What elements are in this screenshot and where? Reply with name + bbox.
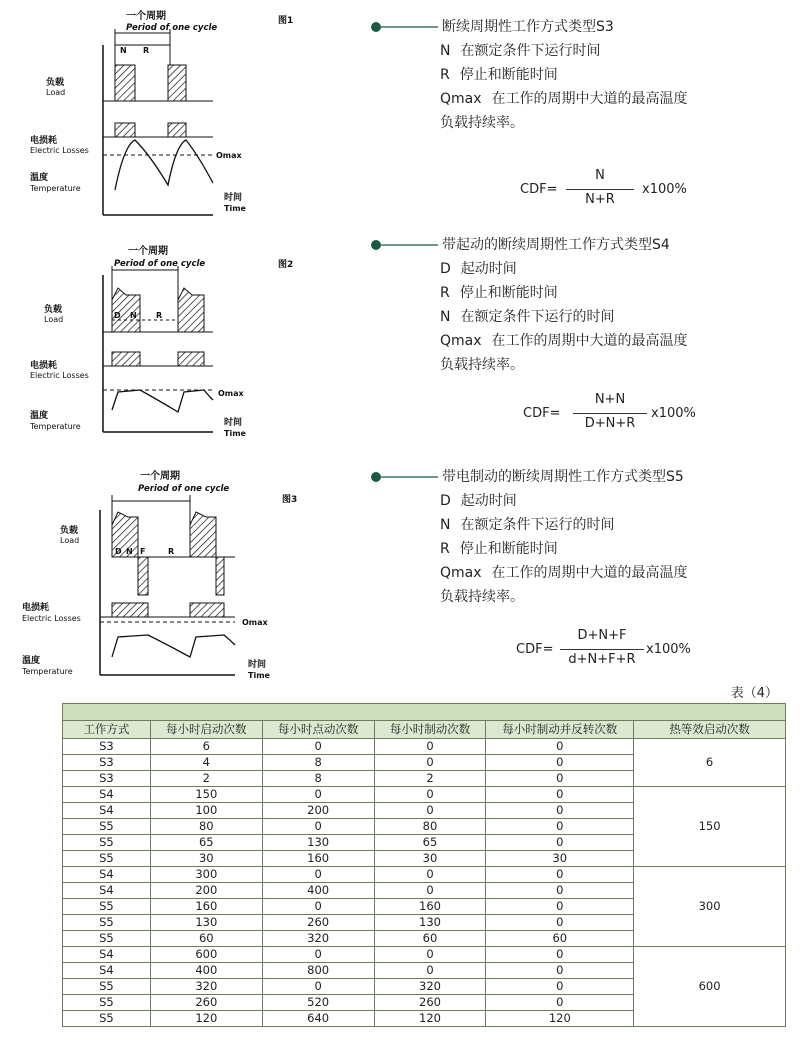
time-label-cn: 时间 [248,660,267,670]
formula-tail: x100% [646,642,691,657]
table-cell: 200 [150,883,262,899]
diagram-s4 [28,240,308,450]
table-row [63,739,786,755]
table-caption: 表（4） [730,686,778,701]
table-cell: S5 [63,931,151,947]
table-cell: 6 [150,739,262,755]
table-cell: S5 [63,851,151,867]
figure-label: 图2 [278,260,294,270]
table-cell: S5 [63,995,151,1011]
duty-label: 负载持续率。 [440,115,524,131]
def-key: N [440,309,451,325]
formula-s4 [523,392,723,440]
table-cell: 260 [262,915,374,931]
table-cell: 0 [374,867,486,883]
column-header: 工作方式 [63,721,151,739]
segment-n: N [126,547,133,556]
table-cell: 320 [262,931,374,947]
table-cell: 2 [374,771,486,787]
table-cell: 30 [374,851,486,867]
def-text: 在工作的周期中大道的最高温度 [491,333,688,349]
table-cell: 0 [486,883,634,899]
bullet-icon [370,465,440,489]
starts-table [62,703,786,1027]
table-cell: 2 [150,771,262,787]
table-cell: S4 [63,963,151,979]
figure-label: 图1 [278,16,294,26]
table-cell: 60 [486,931,634,947]
section-s3 [370,15,688,135]
table-cell: 0 [486,979,634,995]
table-cell: 0 [262,739,374,755]
def-text: 在额定条件下运行的时间 [460,517,615,533]
table-cell: 120 [150,1011,262,1027]
table-cell: 30 [150,851,262,867]
def-key: R [440,285,450,301]
temp-label-cn: 温度 [22,656,41,666]
formula-numerator: N [595,168,605,183]
formula-tail: x100% [651,406,696,421]
load-label-en: Load [60,536,80,545]
table-cell: 0 [374,963,486,979]
table-cell: 130 [374,915,486,931]
table-cell: 160 [150,899,262,915]
def-row [370,561,688,585]
table-cell: S5 [63,1011,151,1027]
table-cell: 0 [486,867,634,883]
table-cell: 800 [262,963,374,979]
section-s4 [370,233,688,377]
cycle-label-cn: 一个周期 [128,246,168,257]
table-cell: 0 [262,819,374,835]
fraction-bar [566,189,634,190]
temp-label-cn: 温度 [30,173,49,183]
def-row [370,281,688,305]
formula-s5 [516,628,726,676]
cycle-label-en: Period of one cycle [126,23,218,33]
time-label-cn: 时间 [224,193,243,203]
table-cell: S3 [63,771,151,787]
table-cell: 0 [486,899,634,915]
temp-label-cn: 温度 [30,411,49,421]
table-cell: S4 [63,803,151,819]
table-cell: 150 [150,787,262,803]
table-cell: 160 [374,899,486,915]
def-text: 在额定条件下运行时间 [460,43,601,59]
bullet-icon [370,233,440,257]
table-cell: 0 [486,963,634,979]
table-cell: 0 [486,947,634,963]
table-cell: S3 [63,739,151,755]
cycle-label-en: Period of one cycle [114,259,206,269]
table-top-band [63,704,786,721]
equivalent-starts-cell: 600 [634,947,786,1027]
def-row [370,489,688,513]
section-heading: 断续周期性工作方式类型S3 [442,19,614,35]
table-cell: 120 [374,1011,486,1027]
table-cell: 130 [262,835,374,851]
table-cell: 260 [150,995,262,1011]
table-cell: 130 [150,915,262,931]
table-cell: S5 [63,899,151,915]
def-text: 停止和断能时间 [459,67,558,83]
table-cell: 320 [374,979,486,995]
table-cell: 0 [262,979,374,995]
table-row [63,787,786,803]
def-text: 起动时间 [460,261,517,277]
column-header: 每小时制动并反转次数 [486,721,634,739]
table-cell: 0 [262,787,374,803]
def-key: Qmax [440,91,482,107]
segment-d: D [114,311,121,320]
table-cell: 0 [374,755,486,771]
table-cell: 0 [374,739,486,755]
load-label-en: Load [44,315,64,324]
formula-numerator: N+N [594,392,626,407]
segment-r: R [143,46,150,55]
table-cell: 0 [262,867,374,883]
segment-d: D [115,547,122,556]
table-cell: 8 [262,771,374,787]
table-row [63,867,786,883]
formula-lhs: CDF= [516,642,554,657]
time-label-en: Time [248,671,270,680]
time-label-cn: 时间 [224,418,243,428]
figure-label: 图3 [282,495,298,505]
def-key: R [440,67,450,83]
load-label-en: Load [46,88,66,97]
table-cell: 520 [262,995,374,1011]
formula-denominator: D+N+R [584,416,636,431]
omax-label: Omax [242,618,268,627]
load-label-cn: 负载 [46,78,65,88]
table-cell: S5 [63,979,151,995]
formula-tail: x100% [642,182,687,197]
table-cell: 60 [150,931,262,947]
table-cell: S4 [63,883,151,899]
column-header: 每小时启动次数 [150,721,262,739]
def-text: 停止和断能时间 [459,285,558,301]
time-label-en: Time [224,204,246,213]
table-cell: 0 [486,835,634,851]
table-cell: 0 [374,787,486,803]
table-cell: 65 [150,835,262,851]
diagram-s5 [20,465,310,690]
table-cell: 0 [262,947,374,963]
def-text: 停止和断能时间 [459,541,558,557]
column-header: 每小时制动次数 [374,721,486,739]
table-cell: 80 [150,819,262,835]
def-row [370,329,688,353]
table-cell: 400 [262,883,374,899]
section-s5 [370,465,688,609]
table-cell: S4 [63,947,151,963]
def-key: D [440,261,451,277]
table-cell: 0 [262,899,374,915]
segment-n: N [130,311,137,320]
table-header-row [63,721,786,739]
omax-label: Omax [216,151,242,160]
def-row [370,87,688,111]
equivalent-starts-cell: 6 [634,739,786,787]
table-cell: 60 [374,931,486,947]
table-cell: 200 [262,803,374,819]
def-row [370,513,688,537]
def-key: N [440,517,451,533]
table-cell: 600 [150,947,262,963]
table-cell: 0 [486,819,634,835]
table-cell: 320 [150,979,262,995]
table-cell: 260 [374,995,486,1011]
loss-label-cn: 电损耗 [30,361,58,371]
temp-label-en: Temperature [22,667,73,676]
loss-label-en: Electric Losses [30,146,89,155]
table-cell: 0 [486,755,634,771]
diagram-s3 [28,5,308,225]
formula-denominator: N+R [585,192,615,207]
table-cell: S5 [63,819,151,835]
table-cell: 0 [486,787,634,803]
table-cell: 0 [486,803,634,819]
table-cell: 0 [374,947,486,963]
temp-label-en: Temperature [30,422,81,431]
table-cell: 65 [374,835,486,851]
segment-n: N [120,46,127,55]
table-cell: 4 [150,755,262,771]
formula-lhs: CDF= [520,182,558,197]
bullet-icon [370,15,440,39]
segment-r: R [168,547,175,556]
def-text: 在额定条件下运行的时间 [460,309,615,325]
formula-numerator: D+N+F [577,628,627,643]
omax-label: Omax [218,389,244,398]
duty-label: 负载持续率。 [440,357,524,373]
cycle-label-en: Period of one cycle [138,484,230,494]
def-row [370,63,688,87]
loss-label-en: Electric Losses [30,371,89,380]
def-text: 在工作的周期中大道的最高温度 [491,91,688,107]
segment-f: F [140,547,146,556]
table-cell: 400 [150,963,262,979]
def-key: N [440,43,451,59]
table-cell: 80 [374,819,486,835]
table-cell: S4 [63,867,151,883]
def-row [370,39,688,63]
loss-label-en: Electric Losses [22,614,81,623]
load-label-cn: 负载 [44,305,63,315]
def-key: Qmax [440,565,482,581]
def-key: Qmax [440,333,482,349]
table-cell: 0 [486,771,634,787]
table-cell: 640 [262,1011,374,1027]
table-cell: 0 [374,803,486,819]
table-cell: 300 [150,867,262,883]
table-cell: 120 [486,1011,634,1027]
duty-label: 负载持续率。 [440,589,524,605]
column-header: 每小时点动次数 [262,721,374,739]
table-cell: S5 [63,835,151,851]
def-text: 起动时间 [460,493,517,509]
table-cell: 0 [374,883,486,899]
def-row [370,305,688,329]
table-cell: 30 [486,851,634,867]
cycle-label-cn: 一个周期 [126,11,166,22]
section-heading: 带电制动的断续周期性工作方式类型S5 [442,469,684,485]
def-row [370,257,688,281]
formula-lhs: CDF= [523,406,561,421]
table-cell: S3 [63,755,151,771]
table-cell: 160 [262,851,374,867]
table-cell: 0 [486,915,634,931]
load-label-cn: 负载 [60,526,79,536]
segment-r: R [156,311,163,320]
table-cell: 0 [486,995,634,1011]
temp-label-en: Temperature [30,184,81,193]
equivalent-starts-cell: 300 [634,867,786,947]
fraction-bar [560,649,644,650]
def-text: 在工作的周期中大道的最高温度 [491,565,688,581]
table-cell: S4 [63,787,151,803]
time-label-en: Time [224,429,246,438]
fraction-bar [573,413,647,414]
def-key: R [440,541,450,557]
def-key: D [440,493,451,509]
table-cell: S5 [63,915,151,931]
def-row [370,537,688,561]
table-cell: 0 [486,739,634,755]
section-heading: 带起动的断续周期性工作方式类型S4 [442,237,670,253]
column-header: 热等效启动次数 [634,721,786,739]
cycle-label-cn: 一个周期 [140,471,180,482]
table-row [63,947,786,963]
formula-s3 [520,168,720,210]
equivalent-starts-cell: 150 [634,787,786,867]
table-cell: 100 [150,803,262,819]
loss-label-cn: 电损耗 [30,136,58,146]
table-cell: 8 [262,755,374,771]
formula-denominator: d+N+F+R [568,652,636,667]
loss-label-cn: 电损耗 [22,603,50,613]
